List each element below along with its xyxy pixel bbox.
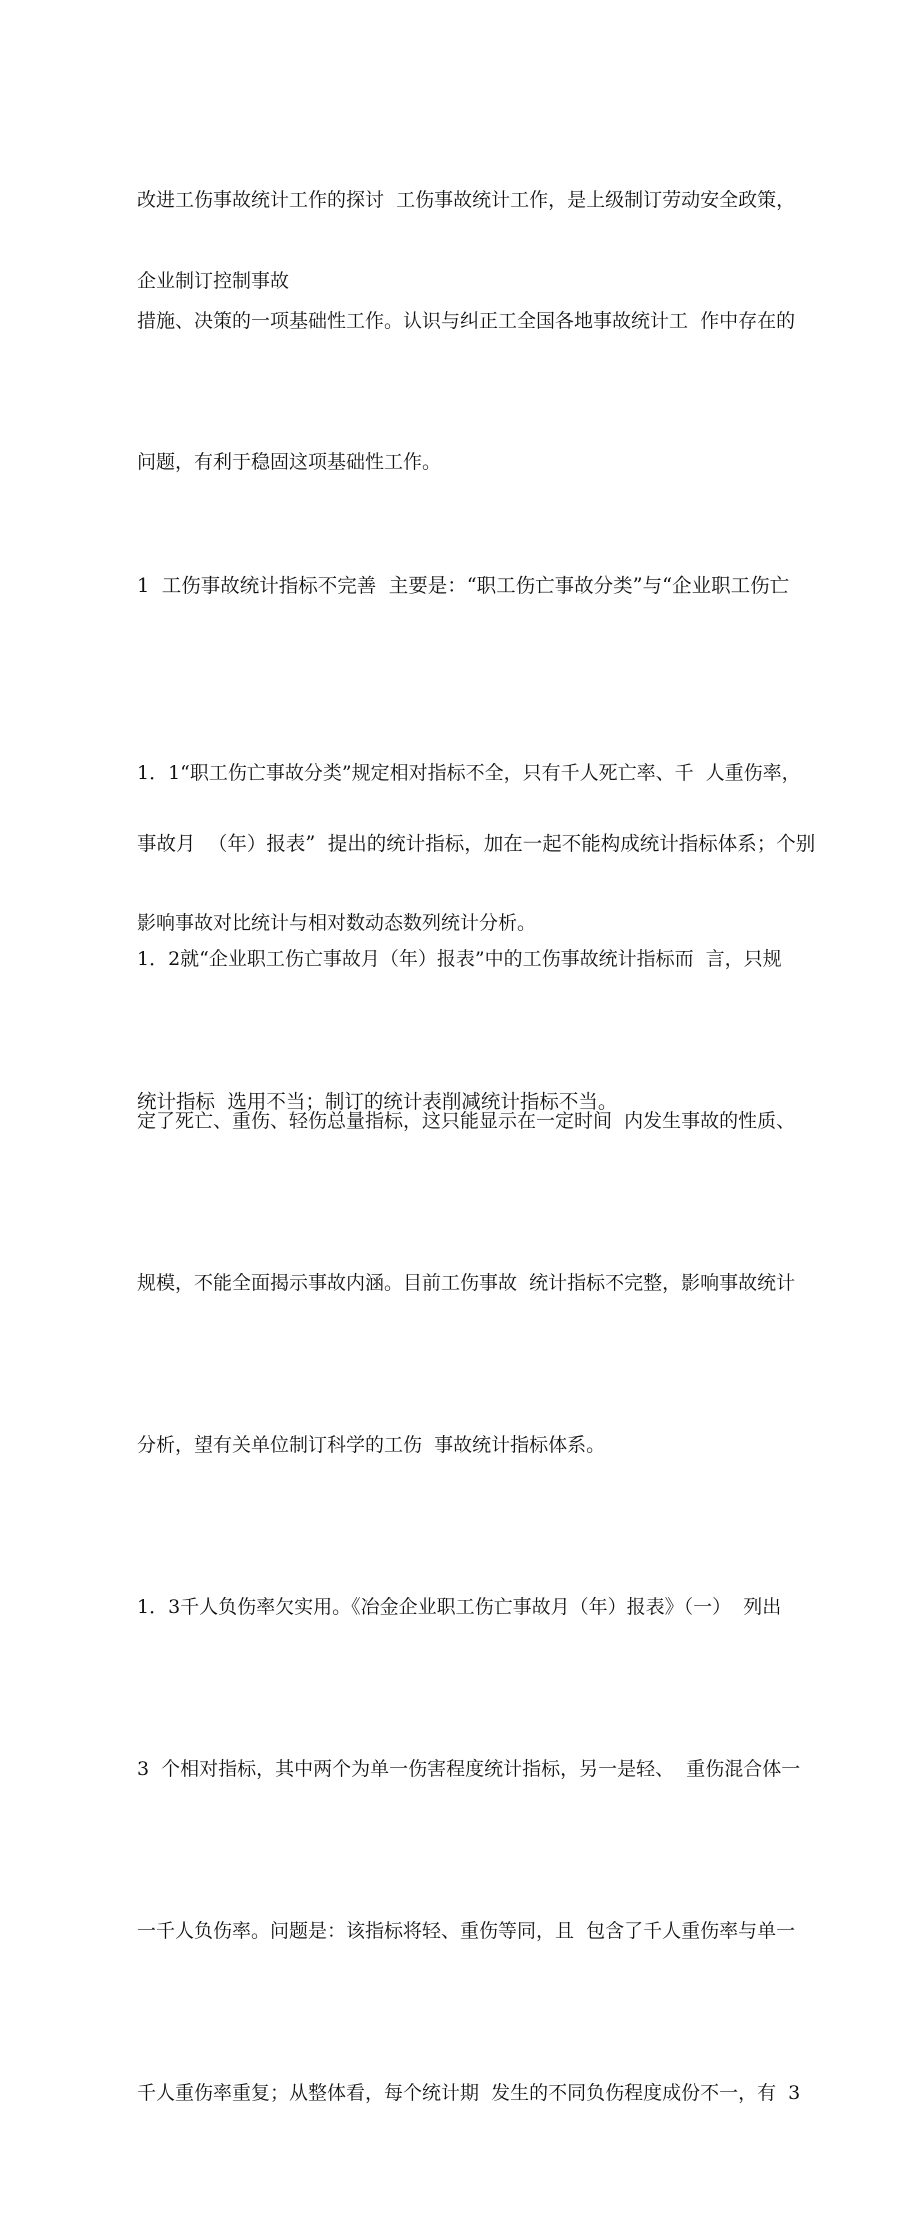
text-line: 分析，望有关单位制订科学的工伤 事故统计指标体系。 [137, 1434, 606, 1456]
section-1-2-paragraph [137, 824, 817, 2228]
text-line: 规模，不能全面揭示事故内涵。目前工伤事故 统计指标不完整，影响事故统计 [137, 1272, 796, 1294]
text-line: 1 工伤事故统计指标不完善 主要是：“职工伤亡事故分类”与“企业职工伤亡 [137, 574, 790, 597]
text-line: 千人重伤率重复；从整体看，每个统计期 发生的不同负伤程度成份不一，有 3 [137, 2082, 801, 2104]
text-line: 企业制订控制事故 [137, 270, 290, 292]
text-line: 1．2就“企业职工伤亡事故月（年）报表”中的工伤事故统计指标而 言，只规 [137, 948, 782, 970]
text-line: 定了死亡、重伤、轻伤总量指标，这只能显示在一定时间 内发生事故的性质、 [137, 1110, 796, 1132]
text-line: 影响事故对比统计与相对数动态数列统计分析。 [137, 912, 537, 934]
text-line: 1．3千人负伤率欠实用。《冶金企业职工伤亡事故月（年）报表》（一） 列出 [137, 1596, 782, 1618]
text-line: 事故月 （年）报表” 提出的统计指标，加在一起不能构成统计指标体系；个别 [137, 832, 816, 855]
text-line: 措施、决策的一项基础性工作。认识与纠正工全国各地事故统计工 作中存在的 [137, 310, 796, 332]
text-line: 问题，有利于稳固这项基础性工作。 [137, 451, 442, 473]
text-line: 改进工伤事故统计工作的探讨 工伤事故统计工作，是上级制订劳动安全政策， [137, 189, 796, 211]
text-line: 3 个相对指标，其中两个为单一伤害程度统计指标，另一是轻、 重伤混合体一 [137, 1758, 801, 1780]
text-line: 统计指标 选用不当；制订的统计表削减统计指标不当。 [137, 1090, 618, 1113]
text-line: 1．1“职工伤亡事故分类”规定相对指标不全，只有千人死亡率、千 人重伤率， [137, 762, 801, 784]
text-line: 一千人负伤率。问题是：该指标将轻、重伤等同，且 包含了千人重伤率与单一 [137, 1920, 796, 1942]
